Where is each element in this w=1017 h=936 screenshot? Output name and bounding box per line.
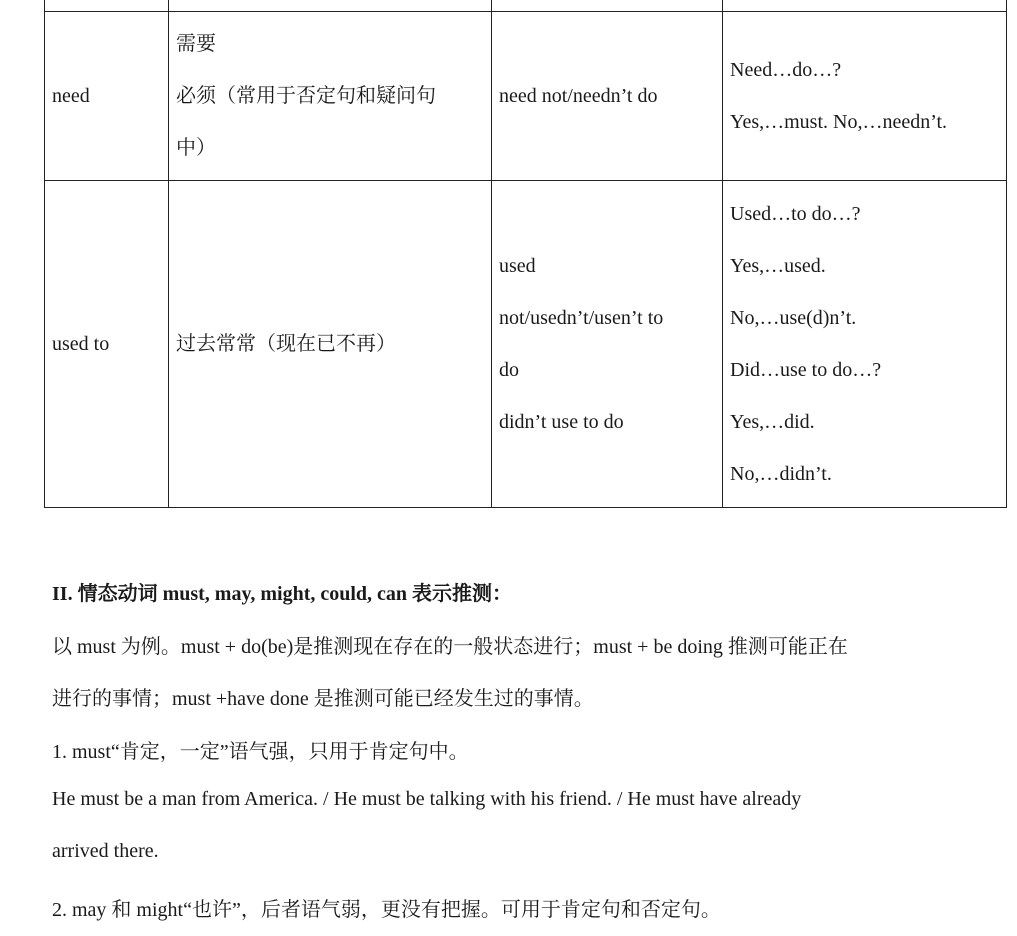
modal-verb-table [44,0,1007,508]
table-row-top-edge [45,0,1007,12]
list-item-must: 1. must“肯定，一定”语气强，只用于肯定句中。 [52,741,469,763]
meaning-cell: 需要 必须（常用于否定句和疑问句 中） [169,12,492,181]
paragraph-line: 进行的事情；must +have done 是推测可能已经发生过的事情。 [52,688,594,710]
example-line: He must be a man from America. / He must be talking with his friend. / He must have already [52,788,802,810]
list-item-may-might: 2. may 和 might“也许”，后者语气弱，更没有把握。可用于肯定句和否定句。 [52,899,721,921]
table-row [45,181,1007,508]
verb-cell: used to [45,181,169,508]
section-heading: II. 情态动词 must, may, might, could, can 表示推测： [52,583,513,605]
example-line: arrived there. [52,840,159,862]
verb-cell: need [45,12,169,181]
question-form-cell: Used…to do…? Yes,…used. No,…use(d)n’t. Did…use to do…? Yes,…did. No,…didn’t. [723,181,1007,508]
paragraph-line: 以 must 为例。must + do(be)是推测现在存在的一般状态进行；must + be doing 推测可能正在 [52,636,848,658]
negative-form-cell: need not/needn’t do [492,12,723,181]
negative-form-cell: used not/usedn’t/usen’t to do didn’t use to do [492,181,723,508]
question-form-cell: Need…do…? Yes,…must. No,…needn’t. [723,12,1007,181]
meaning-cell: 过去常常（现在已不再） [169,181,492,508]
table-row [45,12,1007,181]
